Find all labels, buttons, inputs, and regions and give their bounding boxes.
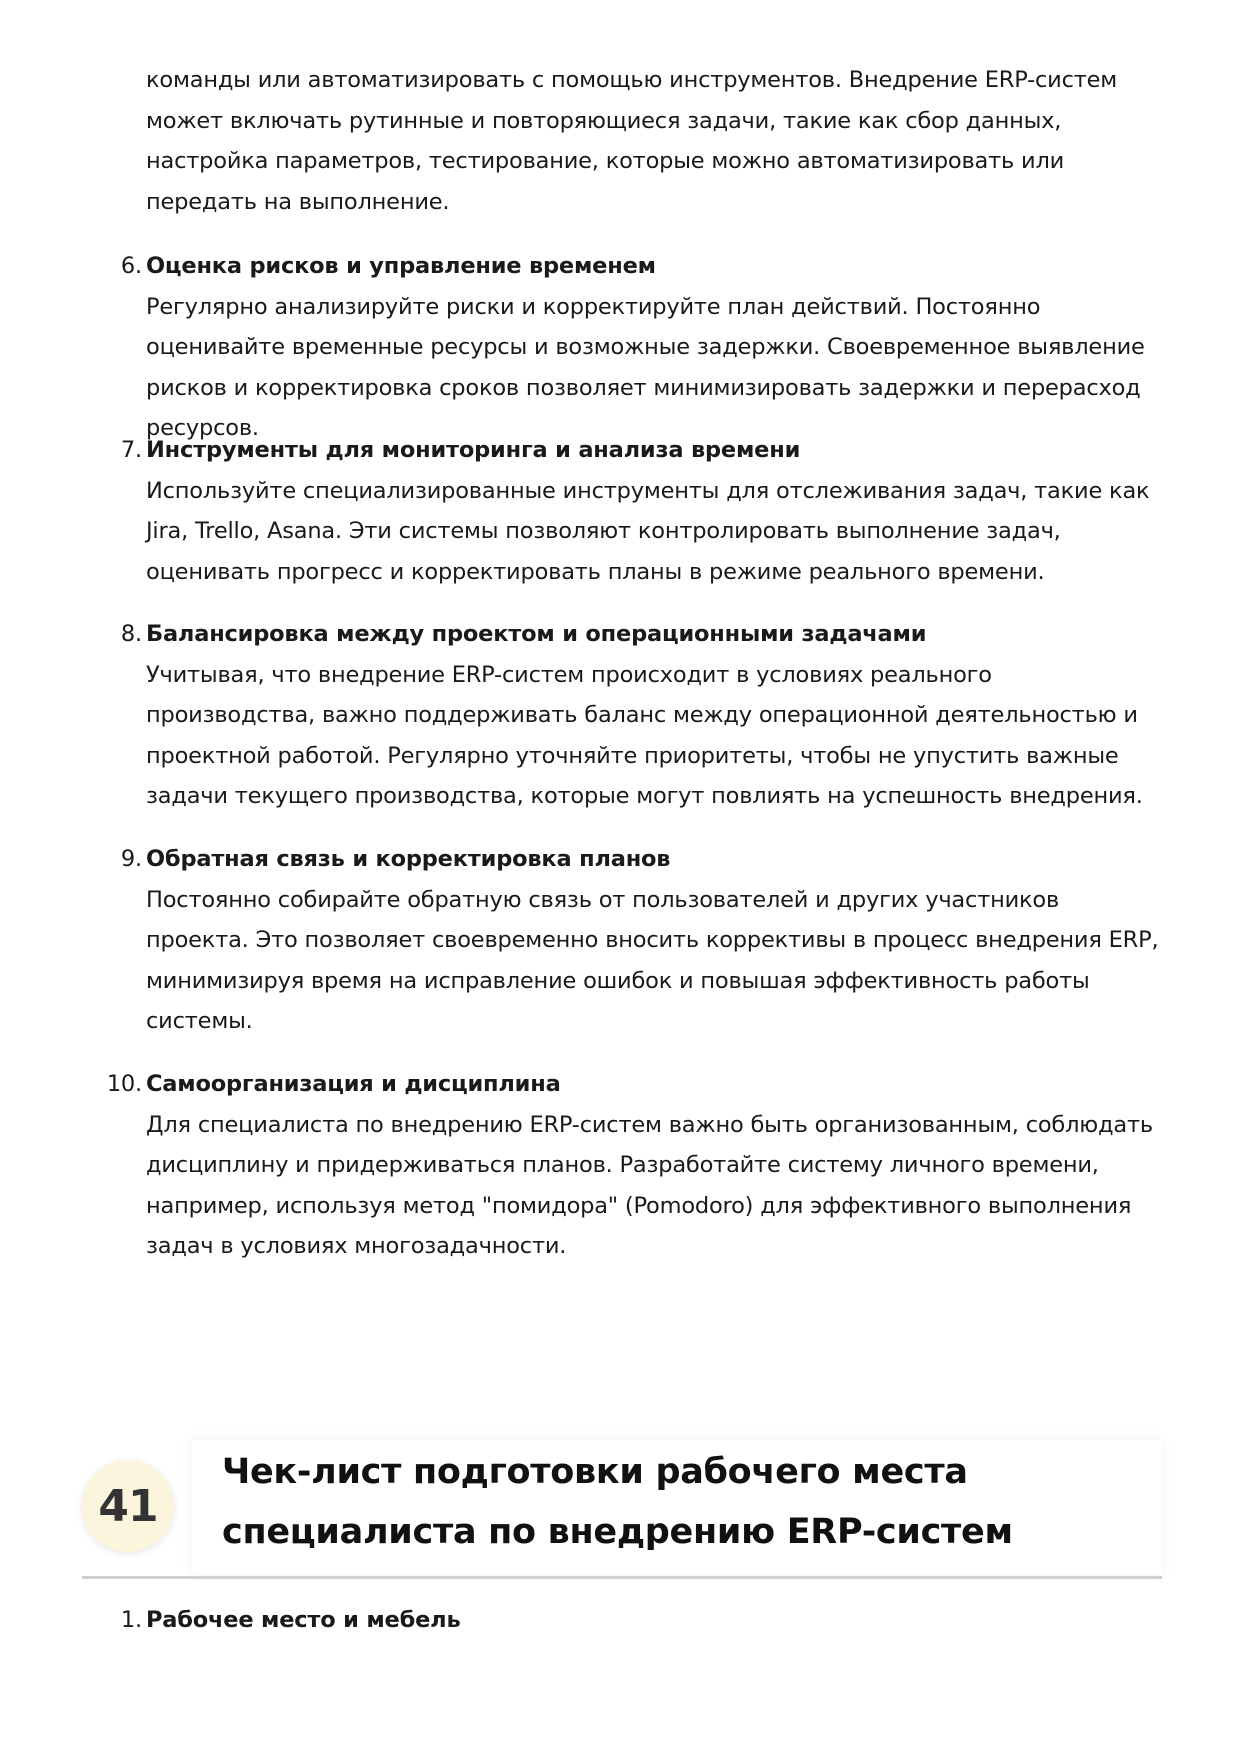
section-number-badge: 41 (82, 1460, 174, 1552)
list-item-title: Балансировка между проектом и операционными задачами (146, 621, 927, 647)
list-item-body (146, 839, 1166, 1042)
section-title: Чек-лист подготовки рабочего места специалиста по внедрению ERP-систем (222, 1452, 1013, 1552)
checklist-item-body (146, 1600, 1166, 1641)
list-item-number: 9. (120, 846, 142, 872)
list-item-number: 10. (106, 1071, 142, 1097)
checklist-item-number: 1. (120, 1607, 142, 1633)
section-divider (82, 1576, 1162, 1579)
list-item-body (146, 614, 1166, 817)
list-item-title: Самоорганизация и дисциплина (146, 1071, 561, 1097)
list-item-title: Обратная связь и корректировка планов (146, 846, 671, 872)
list-item-title: Инструменты для мониторинга и анализа времени (146, 437, 801, 463)
continuation-paragraph: команды или автоматизировать с помощью инструментов. Внедрение ERP-систем может включать рутинные и повторяющиеся задачи, такие как сбор данных, настройка параметров, тестирование, которые можно автоматизировать или передать на выполнение. (146, 67, 1118, 215)
list-item-body (146, 246, 1166, 449)
list-item-text: Регулярно анализируйте риски и корректируйте план действий. Постоянно оценивайте временные ресурсы и возможные задержки. Своевременное выявление рисков и корректировка сроков позволяет минимизировать задержки и перерасход ресурсов. (146, 293, 1145, 441)
list-item-text: Постоянно собирайте обратную связь от пользователей и других участников проекта. Это позволяет своевременно вносить коррективы в процесс внедрения ERP, минимизируя время на исправление ошибок и повышая эффективность работы системы. (146, 886, 1159, 1034)
checklist-item-title: Рабочее место и мебель (146, 1607, 461, 1633)
list-item-number: 6. (120, 253, 142, 279)
list-item-number: 7. (120, 437, 142, 463)
list-item-body (146, 430, 1166, 592)
list-item-text: Для специалиста по внедрению ERP-систем важно быть организованным, соблюдать дисциплину и придерживаться планов. Разработайте систему личного времени, например, используя метод "помидора" (Pomodoro) для эффективного выполнения задач в условиях многозадачности. (146, 1111, 1153, 1259)
section-header (82, 1440, 1162, 1574)
list-item-text: Учитывая, что внедрение ERP-систем происходит в условиях реального производства, важно поддерживать баланс между операционной деятельностью и проектной работой. Регулярно уточняйте приоритеты, чтобы не упустить важные задачи текущего производства, которые могут повлиять на успешность внедрения. (146, 661, 1143, 809)
list-item-body (146, 1064, 1166, 1267)
list-item-number: 8. (120, 621, 142, 647)
list-item-title: Оценка рисков и управление временем (146, 253, 656, 279)
list-item-text: Используйте специализированные инструменты для отслеживания задач, такие как Jira, Trello, Asana. Эти системы позволяют контролировать выполнение задач, оценивать прогресс и корректировать планы в режиме реального времени. (146, 477, 1150, 585)
